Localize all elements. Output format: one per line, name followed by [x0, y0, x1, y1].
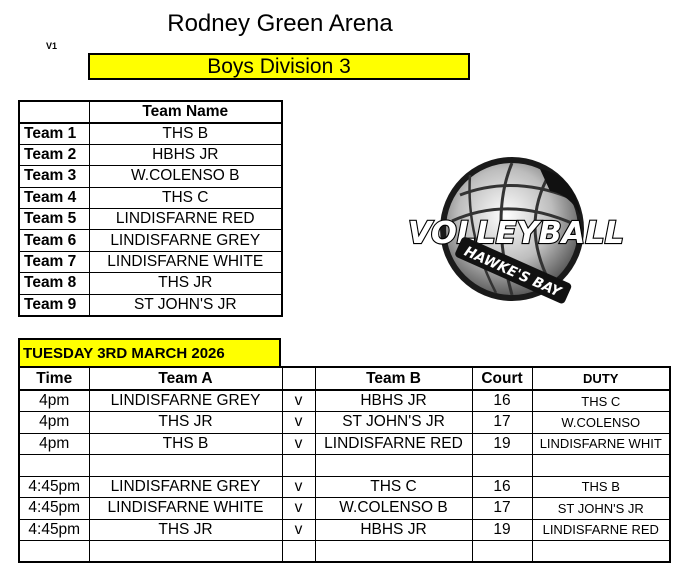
logo-word: VOLLEYBALL — [408, 216, 624, 251]
team-row — [19, 230, 282, 251]
fixture-team-b: ST JOHN'S JR — [315, 412, 472, 434]
fixture-vs: v — [282, 519, 315, 541]
fixture-row — [19, 433, 670, 455]
fixture-team-a: LINDISFARNE WHITE — [89, 498, 282, 520]
team-row — [19, 144, 282, 165]
fixture-duty — [532, 541, 670, 563]
fixture-row-blank — [19, 541, 670, 563]
fixture-vs: v — [282, 433, 315, 455]
fixture-vs: v — [282, 498, 315, 520]
team-label: Team 1 — [19, 123, 89, 144]
fixture-duty — [532, 455, 670, 477]
team-name: ST JOHN'S JR — [89, 294, 282, 315]
fixture-court: 17 — [472, 498, 532, 520]
header-team-a: Team A — [89, 367, 282, 390]
fixture-team-a: THS B — [89, 433, 282, 455]
logo-region: HAWKE'S BAY — [461, 243, 566, 302]
team-name: W.COLENSO B — [89, 166, 282, 187]
header-time: Time — [19, 367, 89, 390]
team-name: THS JR — [89, 273, 282, 294]
team-row — [19, 123, 282, 144]
header-vs — [282, 367, 315, 390]
fixture-vs: v — [282, 412, 315, 434]
team-label: Team 9 — [19, 294, 89, 315]
fixture-duty: THS B — [532, 476, 670, 498]
team-label: Team 5 — [19, 209, 89, 230]
fixture-row-blank — [19, 455, 670, 477]
fixture-time: 4:45pm — [19, 476, 89, 498]
teams-table — [18, 100, 283, 317]
fixtures-table — [18, 366, 671, 563]
fixture-time: 4pm — [19, 412, 89, 434]
fixture-duty: ST JOHN'S JR — [532, 498, 670, 520]
fixture-team-a — [89, 541, 282, 563]
team-row — [19, 294, 282, 315]
fixture-duty: THS C — [532, 390, 670, 412]
fixture-team-a: LINDISFARNE GREY — [89, 390, 282, 412]
fixture-row — [19, 412, 670, 434]
header-duty: DUTY — [532, 367, 670, 390]
team-label: Team 3 — [19, 166, 89, 187]
team-name: LINDISFARNE WHITE — [89, 251, 282, 272]
fixture-row — [19, 476, 670, 498]
fixture-team-b: W.COLENSO B — [315, 498, 472, 520]
fixture-team-b: THS C — [315, 476, 472, 498]
team-row — [19, 209, 282, 230]
fixture-team-a: THS JR — [89, 519, 282, 541]
fixture-time: 4pm — [19, 433, 89, 455]
fixture-court: 16 — [472, 390, 532, 412]
teams-header-blank — [19, 101, 89, 123]
fixture-time: 4pm — [19, 390, 89, 412]
fixture-row — [19, 519, 670, 541]
team-row — [19, 187, 282, 208]
version-label: V1 — [46, 41, 58, 51]
venue-title: Rodney Green Arena — [167, 10, 393, 37]
fixture-vs: v — [282, 390, 315, 412]
team-name: THS B — [89, 123, 282, 144]
fixture-team-b: LINDISFARNE RED — [315, 433, 472, 455]
fixture-row — [19, 390, 670, 412]
fixture-team-b: HBHS JR — [315, 390, 472, 412]
fixture-vs: v — [282, 476, 315, 498]
team-label: Team 7 — [19, 251, 89, 272]
fixture-team-b — [315, 455, 472, 477]
header-team-b: Team B — [315, 367, 472, 390]
fixture-team-a — [89, 455, 282, 477]
fixture-duty: W.COLENSO — [532, 412, 670, 434]
volleyball-hawkes-bay-logo — [400, 155, 632, 311]
fixture-team-a: LINDISFARNE GREY — [89, 476, 282, 498]
fixture-time: 4:45pm — [19, 519, 89, 541]
fixture-duty: LINDISFARNE WHIT — [532, 433, 670, 455]
team-name: HBHS JR — [89, 144, 282, 165]
day-banner: TUESDAY 3RD MARCH 2026 — [18, 338, 281, 367]
fixture-row — [19, 498, 670, 520]
team-name: LINDISFARNE GREY — [89, 230, 282, 251]
fixtures-header-row — [19, 367, 670, 390]
fixture-time — [19, 541, 89, 563]
fixture-vs — [282, 455, 315, 477]
fixture-court: 19 — [472, 519, 532, 541]
team-row — [19, 166, 282, 187]
fixture-team-a: THS JR — [89, 412, 282, 434]
team-label: Team 6 — [19, 230, 89, 251]
fixture-court: 17 — [472, 412, 532, 434]
fixture-court: 16 — [472, 476, 532, 498]
team-label: Team 8 — [19, 273, 89, 294]
header-court: Court — [472, 367, 532, 390]
fixture-time: 4:45pm — [19, 498, 89, 520]
division-banner: Boys Division 3 — [88, 53, 470, 80]
team-label: Team 4 — [19, 187, 89, 208]
fixture-team-b: HBHS JR — [315, 519, 472, 541]
fixture-time — [19, 455, 89, 477]
team-label: Team 2 — [19, 144, 89, 165]
team-row — [19, 251, 282, 272]
fixture-court: 19 — [472, 433, 532, 455]
team-name: LINDISFARNE RED — [89, 209, 282, 230]
teams-header-name: Team Name — [89, 101, 282, 123]
fixture-court — [472, 455, 532, 477]
team-row — [19, 273, 282, 294]
fixture-duty: LINDISFARNE RED — [532, 519, 670, 541]
fixture-court — [472, 541, 532, 563]
fixture-vs — [282, 541, 315, 563]
team-name: THS C — [89, 187, 282, 208]
fixture-team-b — [315, 541, 472, 563]
teams-header-row — [19, 101, 282, 123]
